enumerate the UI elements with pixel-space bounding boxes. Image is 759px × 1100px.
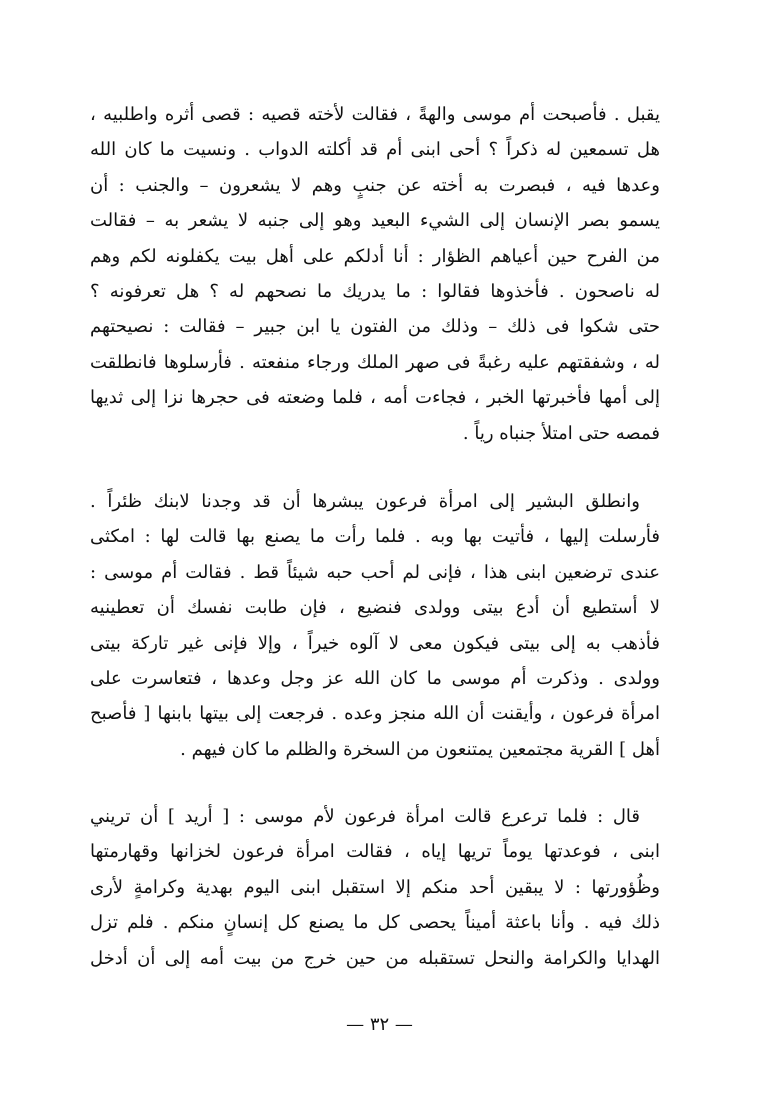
text-line: يقبل . فأصبحت أم موسى والهةً ، فقالت لأخته قصيه : قصى أثره واطلبيه ، xyxy=(90,104,660,125)
text-line: إلى أمها فأخبرتها الخبر ، فجاءت أمه ، فلما وضعته فى حجرها نزا إلى ثديها xyxy=(90,387,660,409)
text-line: قال : فلما ترعرع قالت امرأة فرعون لأم موسى : [ أريد ] أن تريني xyxy=(90,806,640,827)
text-line: عندى ترضعين ابنى هذا ، فإنى لم أحب حبه شيئاً قط . فقالت أم موسى : xyxy=(90,561,660,583)
text-line: له ، وشفقتهم عليه رغبةً فى صهر الملك ورجاء منفعته . فأرسلوها فانطلقت xyxy=(90,351,660,373)
text-line: لا أستطيع أن أدع بيتى وولدى فنضيع ، فإن طابت نفسك أن تعطينيه xyxy=(90,597,660,619)
text-line: فمصه حتى امتلأ جنباه رياً . xyxy=(462,422,660,444)
text-line: يسمو بصر الإنسان إلى الشيء البعيد وهو إلى جنبه لا يشعر به – فقالت xyxy=(90,210,660,232)
text-line: امرأة فرعون ، وأيقنت أن الله منجز وعده . فرجعت إلى بيتها بابنها [ فأصبح xyxy=(90,703,660,725)
text-line: وعدها فيه ، فبصرت به أخته عن جنبٍ وهم لا يشعرون – والجنب : أن xyxy=(90,174,660,196)
text-line: الهدايا والكرامة والنحل تستقبله من حين خرج من بيت أمه إلى أن أدخل xyxy=(90,947,660,969)
text-line: أهل ] القرية مجتمعين يمتنعون من السخرة والظلم ما كان فيهم . xyxy=(180,738,660,760)
text-line: وانطلق البشير إلى امرأة فرعون يبشرها أن قد وجدنا لابنك ظئراً . xyxy=(90,491,640,512)
text-line: ذلك فيه . وأنا باعثة أميناً يحصى كل ما يصنع كل إنسانٍ منكم . فلم تزل xyxy=(90,912,660,934)
paragraph-3 xyxy=(90,799,660,976)
text-line: فأرسلت إليها ، فأتيت بها وبه . فلما رأت ما يصنع بها قالت لها : امكثى xyxy=(90,526,660,548)
text-line: هل تسمعين له ذكراً ؟ أحى ابنى أم قد أكلته الدواب . ونسيت ما كان الله xyxy=(90,139,660,161)
text-line: فأذهب به إلى بيتى فيكون معى لا آلوه خيراً ، وإلا فإنى غير تاركة بيتى xyxy=(90,632,660,654)
text-line: وولدى . وذكرت أم موسى ما كان الله عز وجل وعدها ، فتعاسرت على xyxy=(90,668,660,690)
text-line: حتى شكوا فى ذلك – وذلك من الفتون يا ابن جبير – فقالت : نصيحتهم xyxy=(90,316,660,338)
text-line: وظُؤورتها : لا يبقين أحد منكم إلا استقبل ابنى اليوم بهدية وكرامةٍ لأرى xyxy=(90,876,660,898)
paragraph-1 xyxy=(90,97,660,451)
page-number: — ٣٢ — xyxy=(346,1014,413,1035)
text-line: من الفرح حين أعياهم الظؤار : أنا أدلكم على أهل بيت يكفلونه لكم وهم xyxy=(90,245,660,267)
paragraph-2 xyxy=(90,484,660,767)
text-line: له ناصحون . فأخذوها فقالوا : ما يدريك ما نصحهم له ؟ هل تعرفونه ؟ xyxy=(90,281,660,303)
text-line: ابنى ، فوعدتها يوماً تريها إياه ، فقالت امرأة فرعون لخزانها وقهارمتها xyxy=(90,841,660,863)
